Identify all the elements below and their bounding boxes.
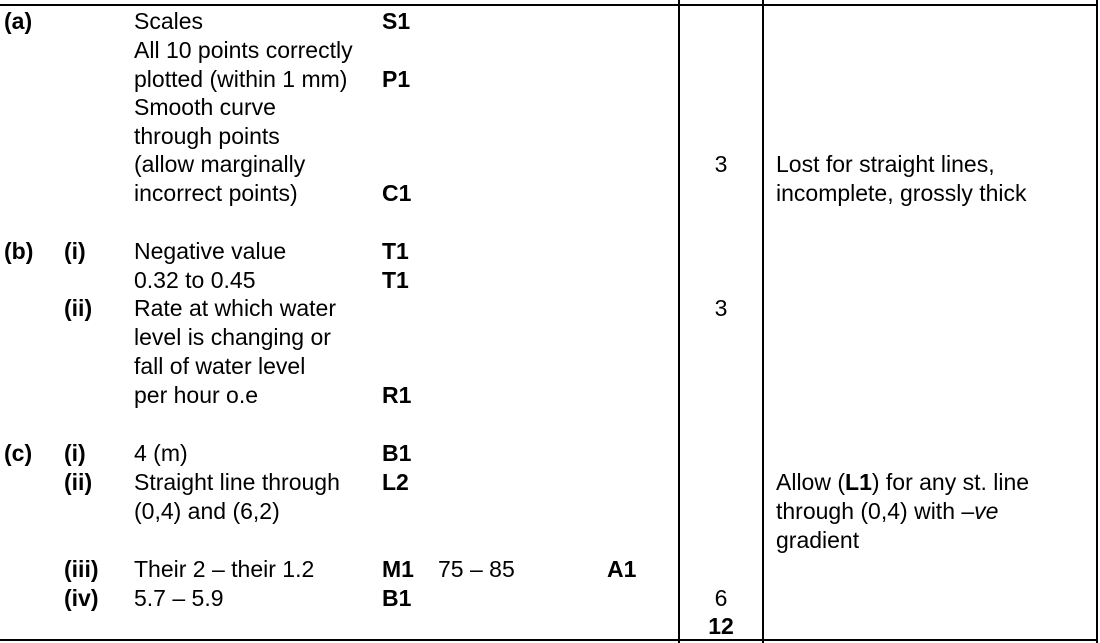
- part-b-label: (b): [4, 238, 34, 264]
- part-c-iii-extra-mark: A1: [607, 556, 637, 582]
- part-c-ii-line-2: (0,4) and (6,2): [134, 498, 280, 524]
- part-a-line-2: All 10 points correctly: [134, 37, 353, 63]
- part-a-line-4: Smooth curve: [134, 94, 276, 120]
- part-b-total: 3: [714, 295, 728, 321]
- part-c-label: (c): [4, 440, 33, 466]
- part-c-iii-mark: M1: [382, 556, 414, 582]
- part-c-ii-line-1: Straight line through: [134, 469, 340, 495]
- part-c-iii-text: Their 2 – their 1.2: [134, 556, 315, 582]
- column-divider-middle: [762, 0, 764, 643]
- grand-total: 12: [708, 613, 734, 639]
- part-a-comment-1: Lost for straight lines,: [776, 151, 995, 177]
- part-b-i-mark-1: T1: [382, 238, 409, 264]
- part-a-line-1: Scales: [134, 8, 204, 34]
- part-c-iii-extra: 75 – 85: [438, 556, 515, 582]
- part-b-ii-line-1: Rate at which water: [134, 295, 336, 321]
- top-border: [0, 4, 1098, 6]
- part-b-i-line-1: Negative value: [134, 238, 287, 264]
- part-c-comment-2: through (0,4) with –ve: [776, 498, 999, 524]
- part-c-i-mark: B1: [382, 440, 412, 466]
- part-c-comment-3: gradient: [776, 527, 860, 553]
- part-a-total: 3: [714, 151, 728, 177]
- part-a-mark-c1: C1: [382, 180, 412, 206]
- column-divider-right: [1096, 0, 1098, 643]
- part-c-ii-mark: L2: [382, 469, 409, 495]
- part-a-line-6: (allow marginally: [134, 151, 306, 177]
- part-b-ii-line-4: per hour o.e: [134, 382, 259, 408]
- part-b-ii-line-2: level is changing or: [134, 324, 331, 350]
- part-a-line-5: through points: [134, 123, 280, 149]
- part-a-line-7: incorrect points): [134, 180, 298, 206]
- part-a-label: (a): [4, 8, 33, 34]
- part-a-line-3: plotted (within 1 mm): [134, 66, 348, 92]
- bottom-border: [0, 639, 1098, 641]
- part-b-i-label: (i): [64, 238, 86, 264]
- part-c-iii-label: (iii): [64, 556, 99, 582]
- part-b-i-line-2: 0.32 to 0.45: [134, 267, 256, 293]
- part-a-mark-s1: S1: [382, 8, 411, 34]
- part-c-i-text: 4 (m): [134, 440, 188, 466]
- part-b-ii-line-3: fall of water level: [134, 353, 306, 379]
- part-c-iv-label: (iv): [64, 585, 99, 611]
- part-c-iv-mark: B1: [382, 585, 412, 611]
- part-b-ii-label: (ii): [64, 295, 93, 321]
- part-b-i-mark-2: T1: [382, 267, 409, 293]
- part-b-ii-mark: R1: [382, 382, 412, 408]
- part-a-comment-2: incomplete, grossly thick: [776, 180, 1027, 206]
- part-c-comment-1: Allow (L1) for any st. line: [776, 469, 1030, 495]
- part-c-i-label: (i): [64, 440, 86, 466]
- part-c-total: 6: [714, 585, 728, 611]
- part-c-ii-label: (ii): [64, 469, 93, 495]
- part-c-iv-text: 5.7 – 5.9: [134, 585, 224, 611]
- part-a-mark-p1: P1: [382, 66, 411, 92]
